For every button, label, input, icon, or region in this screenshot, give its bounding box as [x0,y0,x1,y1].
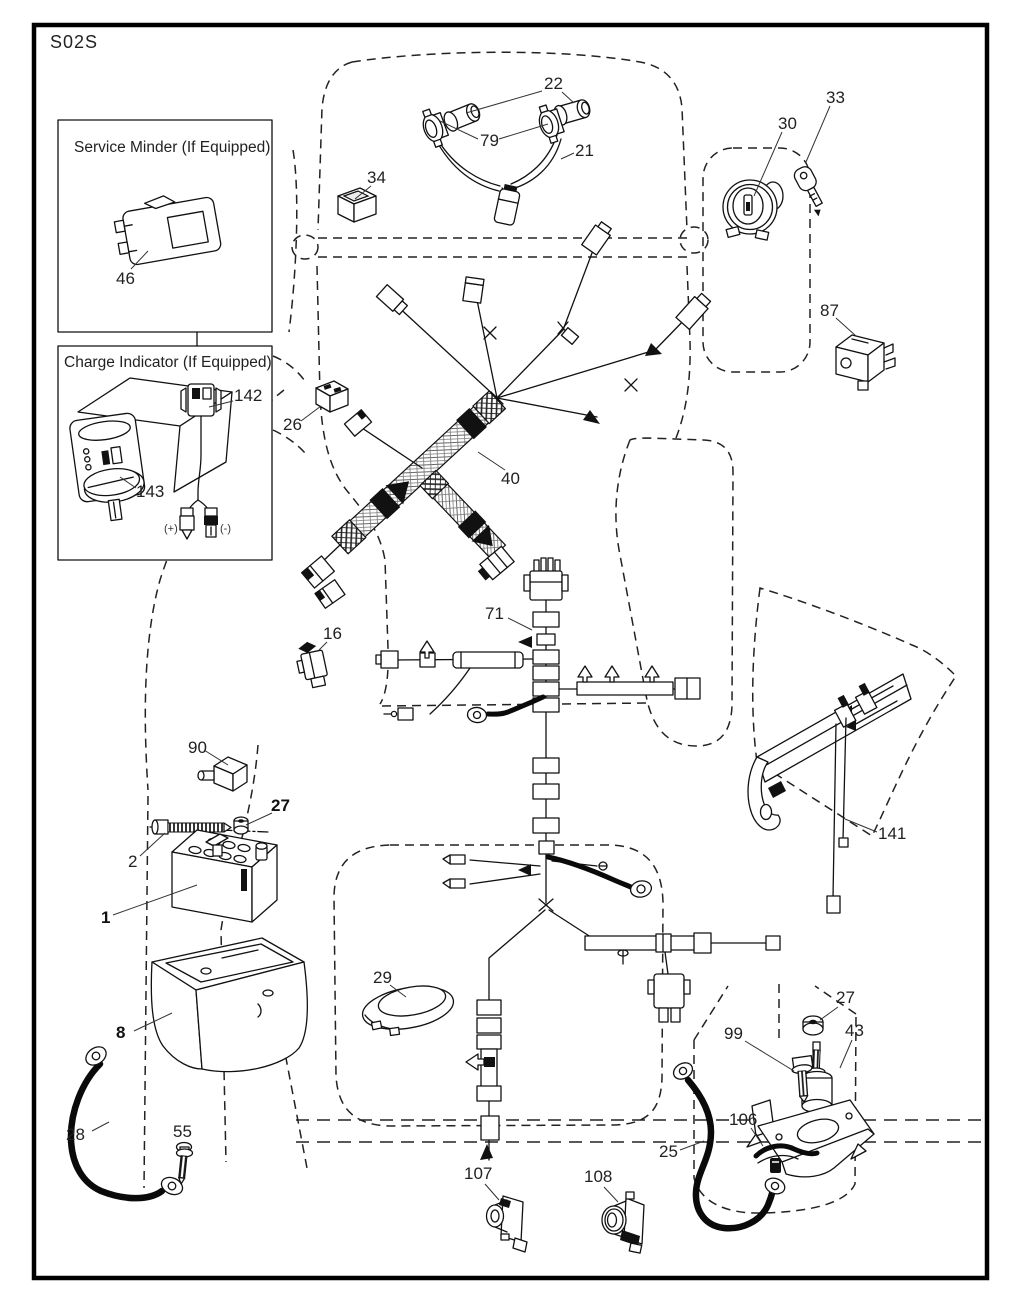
fuse-26 [283,381,348,434]
part-label-143: 143 [136,482,165,501]
spade-terminal [443,855,465,888]
part-label-2: 2 [128,852,138,871]
positive-terminal-label: (+) [164,523,178,535]
leader-141 [845,819,877,832]
leader-71 [508,618,532,630]
leader-27-top [246,813,272,825]
charge-indicator-title: Charge Indicator (If Equipped) [64,354,272,371]
up-arrow [605,666,619,682]
main-harness-40 [302,220,713,608]
left-branch-plug [376,651,398,668]
center-harness-71 [376,558,780,1160]
leader-26 [301,406,321,421]
part-label-33: 33 [826,88,845,107]
part-label-29: 29 [373,968,392,987]
drawing-code: S02S [50,32,99,52]
leader-21 [561,153,574,159]
part-label-27-top: 27 [271,796,290,815]
service-minder-inset [58,120,272,332]
leader-40 [478,452,505,470]
leader-108 [604,1187,618,1202]
ground-cable [548,857,633,888]
leader-28 [92,1122,109,1131]
harness-bundle-branch [419,470,507,561]
part-label-46: 46 [116,269,135,288]
leader-33 [806,106,830,162]
part-label-16: 16 [323,624,342,643]
leader-27-bottom [820,1007,838,1020]
part-label-21: 21 [575,141,594,160]
part-label-30: 30 [778,114,797,133]
part-label-25: 25 [659,1142,678,1161]
part-90 [188,738,247,791]
headlight-connector [494,183,522,225]
part-label-28: 28 [66,1125,85,1144]
flange-nut-27-bottom [803,1016,823,1035]
leader-79b [499,124,548,139]
harness-end-plug [475,546,514,583]
multi-pin-connector [524,558,568,600]
battery-bolt-2 [152,820,231,834]
small-terminal [384,708,413,720]
wing-nut-27 [234,817,248,834]
leader-22b [562,92,574,103]
negative-terminal-label: (-) [220,523,231,535]
holder-108 [584,1167,644,1253]
part-label-55: 55 [173,1122,192,1141]
battery-cable-28 [66,1043,185,1198]
leader-90 [204,750,228,765]
part-label-99: 99 [724,1024,743,1043]
solenoid-group [659,988,874,1228]
part-label-43: 43 [845,1021,864,1040]
part-label-1: 1 [101,908,111,927]
bottom-stack [466,1000,501,1160]
switch-34 [338,168,386,222]
hour-meter-29 [359,968,457,1036]
branch-bar [577,682,673,695]
part-label-87: 87 [820,301,839,320]
leader-99 [745,1041,794,1071]
left-arrow [518,636,532,648]
connector-16 [293,624,342,690]
leader-43 [840,1040,852,1068]
screw-tip [599,862,607,870]
part-label-8: 8 [116,1023,126,1042]
part-label-26: 26 [283,415,302,434]
relay-87 [820,301,895,390]
part-label-106: 106 [729,1110,758,1129]
part-label-79: 79 [480,131,499,150]
up-arrow [645,666,659,682]
battery-1 [172,830,277,922]
part-label-71: 71 [485,604,504,623]
leader-107 [485,1184,499,1200]
up-arrow [578,666,592,682]
service-minder-title: Service Minder (If Equipped) [74,139,271,156]
part-label-107: 107 [464,1164,493,1183]
charge-indicator-inset [58,346,272,560]
bottom-right-branch [585,933,780,1022]
left-arrow [518,864,531,876]
screw-55 [173,1122,193,1184]
leader-16 [319,642,327,650]
leader-87 [836,318,856,336]
part-label-27-bottom: 27 [836,988,855,1007]
ring-terminal [629,879,653,899]
battery-group [101,796,290,927]
part-label-34: 34 [367,168,386,187]
panel-141 [748,674,911,913]
headlight-bulb-left [442,101,483,133]
part-label-142: 142 [234,386,263,405]
ignition-key-33 [792,88,845,218]
headlight-harness [418,74,594,226]
part-label-90: 90 [188,738,207,757]
leader-22a [466,91,542,113]
ring-terminal [467,706,488,723]
leader-2 [140,833,165,856]
ignition-switch-30 [723,114,797,240]
part-label-141: 141 [878,824,907,843]
part-label-108: 108 [584,1167,613,1186]
part-label-40: 40 [501,469,520,488]
part-label-22: 22 [544,74,563,93]
fuse-holder [453,652,523,668]
holder-107 [464,1164,527,1252]
